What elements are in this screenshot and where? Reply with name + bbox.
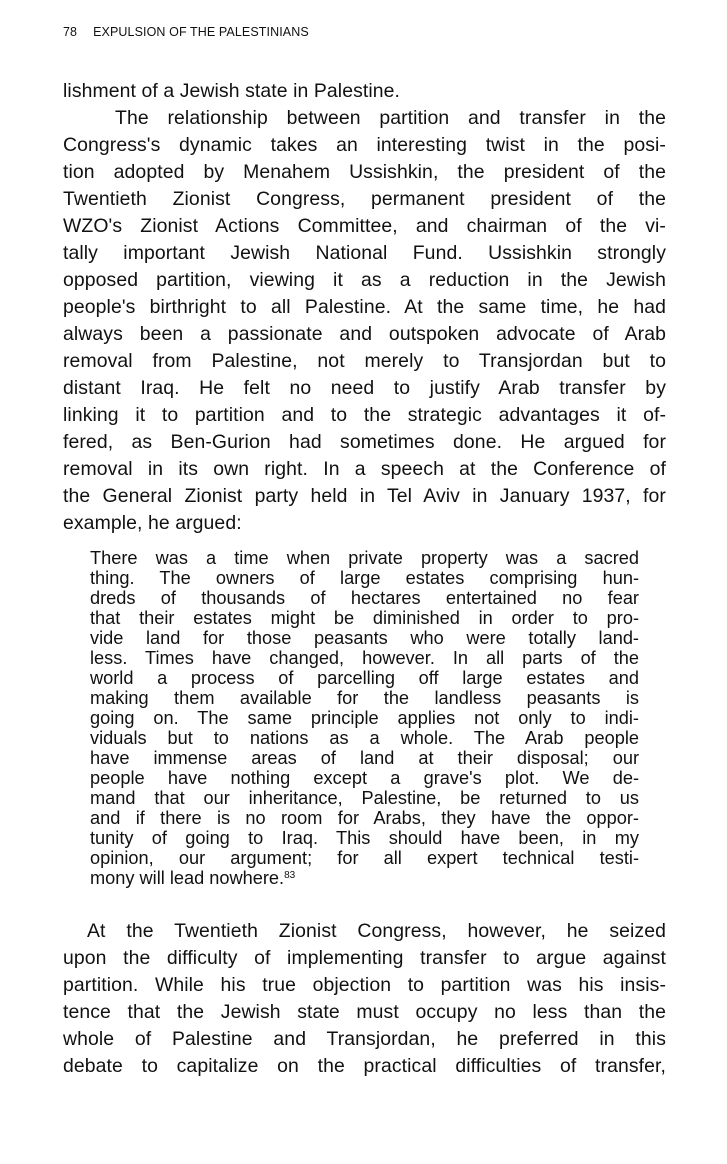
quote-line: making them available for the landless peasants is [90,688,639,708]
quote-line: vide land for those peasants who were totally land- [90,628,639,648]
quote-line: tunity of going to Iraq. This should have been, in my [90,828,639,848]
body-line: partition. While his true objection to partition was his insis- [63,974,666,996]
body-line: upon the difficulty of implementing transfer to argue against [63,947,666,969]
body-line: WZO's Zionist Actions Committee, and chairman of the vi- [63,215,666,237]
body-line: debate to capitalize on the practical difficulties of transfer, [63,1055,666,1077]
body-line: tion adopted by Menahem Ussishkin, the president of the [63,161,666,183]
running-title: EXPULSION OF THE PALESTINIANS [93,25,309,39]
quote-line: thing. The owners of large estates comprising hun- [90,568,639,588]
body-line: distant Iraq. He felt no need to justify Arab transfer by [63,377,666,399]
body-line: removal from Palestine, not merely to Transjordan but to [63,350,666,372]
body-line: tally important Jewish National Fund. Ussishkin strongly [63,242,666,264]
quote-line: have immense areas of land at their disposal; our [90,748,639,768]
body-line: fered, as Ben-Gurion had sometimes done. He argued for [63,431,666,453]
quote-line: that their estates might be diminished in order to pro- [90,608,639,628]
quote-line: mand that our inheritance, Palestine, be returned to us [90,788,639,808]
quote-line: opinion, our argument; for all expert technical testi- [90,848,639,868]
quote-line: viduals but to nations as a whole. The Arab people [90,728,639,748]
body-line: tence that the Jewish state must occupy no less than the [63,1001,666,1023]
quote-line: and if there is no room for Arabs, they have the oppor- [90,808,639,828]
body-line: The relationship between partition and transfer in the [115,107,666,129]
body-line: removal in its own right. In a speech at the Conference of [63,458,666,480]
quote-line: There was a time when private property was a sacred [90,548,639,568]
body-line: opposed partition, viewing it as a reduction in the Jewish [63,269,666,291]
body-line: whole of Palestine and Transjordan, he preferred in this [63,1028,666,1050]
running-head [63,25,309,39]
body-line: Congress's dynamic takes an interesting twist in the posi- [63,134,666,156]
quote-text: mony will lead nowhere. [90,868,285,888]
body-line: lishment of a Jewish state in Palestine. [63,80,401,102]
body-line: people's birthright to all Palestine. At the same time, he had [63,296,666,318]
body-line: example, he argued: [63,512,242,534]
quote-line: world a process of parcelling off large estates and [90,668,639,688]
body-line: At the Twentieth Zionist Congress, however, he seized [87,920,666,942]
quote-line: dreds of thousands of hectares entertained no fear [90,588,639,608]
quote-line: less. Times have changed, however. In all parts of the [90,648,639,668]
footnote-ref[interactable]: 83 [284,870,296,881]
body-line: the General Zionist party held in Tel Aviv in January 1937, for [63,485,666,507]
quote-line: going on. The same principle applies not only to indi- [90,708,639,728]
page-number: 78 [63,25,78,39]
quote-line-last [90,869,639,889]
body-line: always been a passionate and outspoken advocate of Arab [63,323,666,345]
body-line: Twentieth Zionist Congress, permanent president of the [63,188,666,210]
quote-line: people have nothing except a grave's plot. We de- [90,768,639,788]
body-line: linking it to partition and to the strategic advantages it of- [63,404,666,426]
